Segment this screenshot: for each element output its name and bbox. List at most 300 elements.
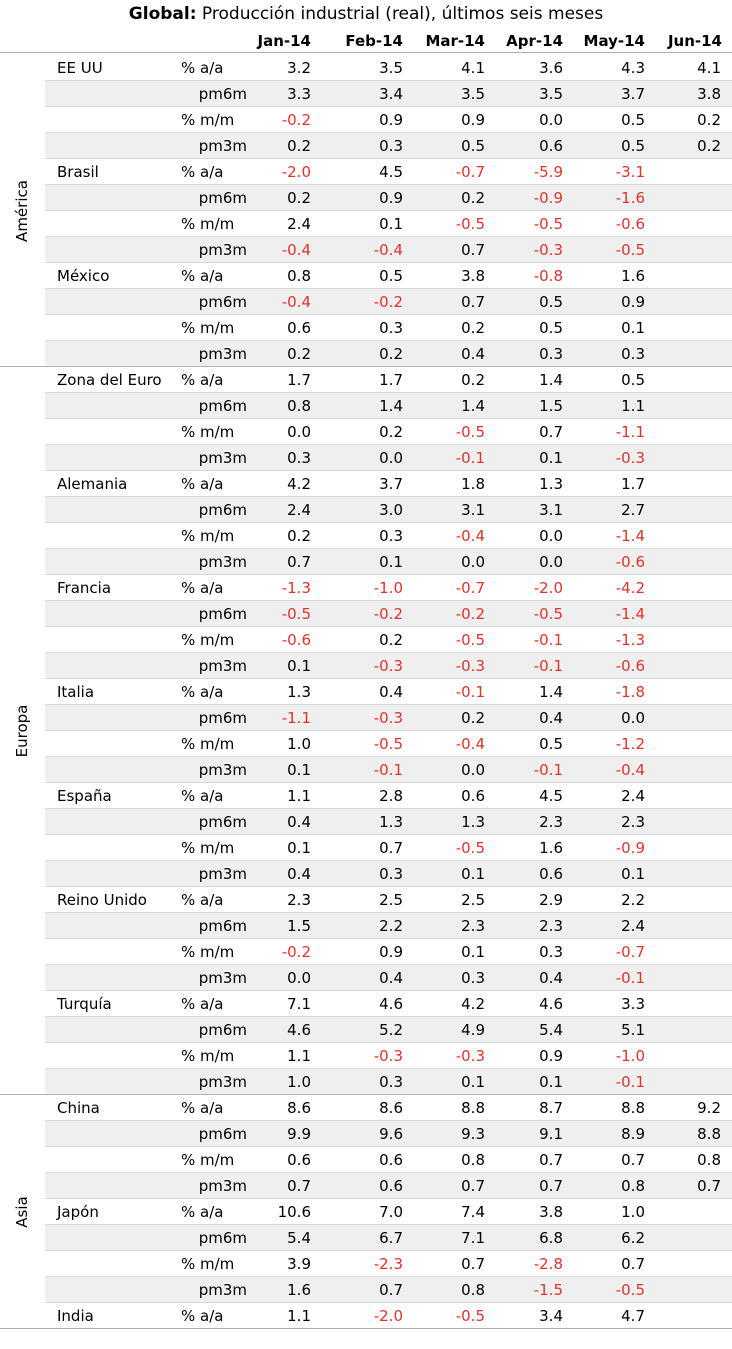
value-cell-may: 2.4: [621, 917, 645, 935]
value-cell-jan: 1.0: [287, 1073, 311, 1091]
value-cell-may: -1.2: [615, 735, 645, 753]
value-cell-apr: 0.4: [539, 709, 563, 727]
value-cell-mar: 0.2: [461, 371, 485, 389]
value-cell-feb: 7.0: [379, 1203, 403, 1221]
value-cell-jan: 1.1: [287, 787, 311, 805]
value-cell-apr: -2.8: [533, 1255, 563, 1273]
value-cell-feb: -0.3: [373, 1047, 403, 1065]
metric-label: pm3m: [198, 1177, 247, 1195]
col-header-mar: Mar-14: [425, 32, 485, 50]
value-cell-jun: 3.8: [697, 85, 721, 103]
value-cell-mar: -0.5: [455, 423, 485, 441]
value-cell-apr: 4.5: [539, 787, 563, 805]
country-label: Japón: [57, 1203, 99, 1221]
value-cell-mar: 1.4: [461, 397, 485, 415]
value-cell-mar: 3.1: [461, 501, 485, 519]
metric-label: % m/m: [181, 735, 235, 753]
value-cell-apr: 3.6: [539, 59, 563, 77]
value-cell-mar: 4.9: [461, 1021, 485, 1039]
value-cell-apr: 2.9: [539, 891, 563, 909]
value-cell-apr: 0.0: [539, 111, 563, 129]
value-cell-may: -0.6: [615, 657, 645, 675]
metric-label: % a/a: [181, 163, 224, 181]
region-name: América: [13, 180, 31, 242]
value-cell-apr: 0.3: [539, 943, 563, 961]
value-cell-feb: -0.2: [373, 293, 403, 311]
value-cell-feb: 4.5: [379, 163, 403, 181]
value-cell-may: -0.5: [615, 241, 645, 259]
value-cell-apr: -0.5: [533, 605, 563, 623]
value-cell-may: -0.6: [615, 215, 645, 233]
value-cell-jun: 0.8: [697, 1151, 721, 1169]
region-name: Asia: [13, 1196, 31, 1228]
value-cell-feb: 0.3: [379, 137, 403, 155]
value-cell-mar: 0.0: [461, 761, 485, 779]
value-cell-feb: 0.9: [379, 189, 403, 207]
value-cell-apr: 2.3: [539, 813, 563, 831]
value-cell-jun: 4.1: [697, 59, 721, 77]
value-cell-mar: 0.8: [461, 1281, 485, 1299]
value-cell-jan: -0.2: [281, 111, 311, 129]
value-cell-may: 0.9: [621, 293, 645, 311]
value-cell-may: 0.1: [621, 865, 645, 883]
value-cell-may: -1.4: [615, 605, 645, 623]
value-cell-may: -1.1: [615, 423, 645, 441]
metric-label: % a/a: [181, 1099, 224, 1117]
value-cell-mar: 0.7: [461, 293, 485, 311]
value-cell-mar: -0.3: [455, 657, 485, 675]
value-cell-feb: -1.0: [373, 579, 403, 597]
value-cell-may: 1.1: [621, 397, 645, 415]
value-cell-apr: 0.1: [539, 449, 563, 467]
value-cell-mar: 3.5: [461, 85, 485, 103]
value-cell-jan: 0.4: [287, 813, 311, 831]
value-cell-feb: 0.5: [379, 267, 403, 285]
value-cell-mar: 4.1: [461, 59, 485, 77]
value-cell-may: 0.0: [621, 709, 645, 727]
value-cell-mar: -0.2: [455, 605, 485, 623]
value-cell-feb: 1.3: [379, 813, 403, 831]
col-header-may: May-14: [583, 32, 645, 50]
value-cell-apr: 0.5: [539, 293, 563, 311]
value-cell-apr: 0.0: [539, 527, 563, 545]
value-cell-feb: 0.2: [379, 631, 403, 649]
value-cell-jan: 1.3: [287, 683, 311, 701]
value-cell-mar: -0.4: [455, 735, 485, 753]
value-cell-may: 0.5: [621, 137, 645, 155]
value-cell-feb: 3.4: [379, 85, 403, 103]
value-cell-mar: 0.2: [461, 709, 485, 727]
metric-label: % m/m: [181, 1255, 235, 1273]
metric-label: % a/a: [181, 267, 224, 285]
value-cell-may: -1.0: [615, 1047, 645, 1065]
value-cell-jan: -0.4: [281, 241, 311, 259]
value-cell-apr: 0.6: [539, 865, 563, 883]
metric-label: pm3m: [198, 1281, 247, 1299]
table-title: [0, 3, 732, 25]
value-cell-may: -0.5: [615, 1281, 645, 1299]
value-cell-feb: 0.0: [379, 449, 403, 467]
value-cell-may: -0.9: [615, 839, 645, 857]
metric-label: % a/a: [181, 683, 224, 701]
value-cell-apr: 1.4: [539, 683, 563, 701]
value-cell-mar: 0.1: [461, 1073, 485, 1091]
value-cell-jan: 8.6: [287, 1099, 311, 1117]
metric-label: pm6m: [198, 605, 247, 623]
value-cell-mar: 0.4: [461, 345, 485, 363]
value-cell-jan: 10.6: [277, 1203, 311, 1221]
value-cell-feb: 8.6: [379, 1099, 403, 1117]
metric-label: pm3m: [198, 449, 247, 467]
value-cell-apr: 0.5: [539, 319, 563, 337]
region-divider: [0, 1328, 732, 1329]
value-cell-may: 2.4: [621, 787, 645, 805]
value-cell-feb: 0.6: [379, 1151, 403, 1169]
value-cell-jan: 0.0: [287, 969, 311, 987]
metric-label: % a/a: [181, 1203, 224, 1221]
value-cell-jan: -2.0: [281, 163, 311, 181]
value-cell-jan: 0.7: [287, 553, 311, 571]
value-cell-apr: -2.0: [533, 579, 563, 597]
value-cell-jan: 5.4: [287, 1229, 311, 1247]
value-cell-feb: -0.3: [373, 657, 403, 675]
title-rest: Producción industrial (real), últimos seis meses: [196, 4, 604, 24]
value-cell-mar: 2.3: [461, 917, 485, 935]
value-cell-may: -1.6: [615, 189, 645, 207]
value-cell-may: 1.6: [621, 267, 645, 285]
country-label: Francia: [57, 579, 112, 597]
metric-label: pm6m: [198, 189, 247, 207]
metric-label: pm3m: [198, 241, 247, 259]
value-cell-may: 0.7: [621, 1151, 645, 1169]
value-cell-may: 2.7: [621, 501, 645, 519]
value-cell-feb: 4.6: [379, 995, 403, 1013]
value-cell-mar: 0.9: [461, 111, 485, 129]
country-label: India: [57, 1307, 94, 1325]
value-cell-feb: -0.1: [373, 761, 403, 779]
value-cell-may: 1.7: [621, 475, 645, 493]
metric-label: pm3m: [198, 345, 247, 363]
value-cell-jan: 4.6: [287, 1021, 311, 1039]
metric-label: pm6m: [198, 85, 247, 103]
value-cell-jan: 0.2: [287, 137, 311, 155]
value-cell-feb: -0.2: [373, 605, 403, 623]
value-cell-may: -0.1: [615, 969, 645, 987]
value-cell-jun: 0.7: [697, 1177, 721, 1195]
value-cell-jan: 7.1: [287, 995, 311, 1013]
value-cell-mar: -0.5: [455, 631, 485, 649]
value-cell-mar: 0.1: [461, 943, 485, 961]
value-cell-jan: 9.9: [287, 1125, 311, 1143]
value-cell-may: -1.3: [615, 631, 645, 649]
value-cell-jan: 3.2: [287, 59, 311, 77]
value-cell-may: 4.7: [621, 1307, 645, 1325]
value-cell-apr: 5.4: [539, 1021, 563, 1039]
value-cell-feb: 1.4: [379, 397, 403, 415]
value-cell-apr: 0.6: [539, 137, 563, 155]
value-cell-feb: 2.2: [379, 917, 403, 935]
value-cell-feb: 0.6: [379, 1177, 403, 1195]
value-cell-mar: 0.3: [461, 969, 485, 987]
value-cell-jun: 0.2: [697, 111, 721, 129]
value-cell-mar: 0.8: [461, 1151, 485, 1169]
metric-label: pm6m: [198, 293, 247, 311]
value-cell-may: -1.8: [615, 683, 645, 701]
value-cell-may: 8.8: [621, 1099, 645, 1117]
value-cell-mar: 4.2: [461, 995, 485, 1013]
col-header-apr: Apr-14: [506, 32, 563, 50]
value-cell-may: -0.7: [615, 943, 645, 961]
value-cell-jan: -0.6: [281, 631, 311, 649]
value-cell-mar: -0.1: [455, 449, 485, 467]
value-cell-may: -1.4: [615, 527, 645, 545]
value-cell-feb: 0.7: [379, 839, 403, 857]
value-cell-mar: 1.8: [461, 475, 485, 493]
value-cell-mar: 0.6: [461, 787, 485, 805]
value-cell-mar: 0.1: [461, 865, 485, 883]
value-cell-feb: 0.1: [379, 215, 403, 233]
value-cell-apr: -0.3: [533, 241, 563, 259]
value-cell-feb: 2.5: [379, 891, 403, 909]
value-cell-feb: -2.0: [373, 1307, 403, 1325]
value-cell-jan: 0.8: [287, 267, 311, 285]
metric-label: % m/m: [181, 319, 235, 337]
value-cell-mar: -0.5: [455, 215, 485, 233]
value-cell-mar: -0.4: [455, 527, 485, 545]
value-cell-feb: 0.1: [379, 553, 403, 571]
value-cell-jan: 3.9: [287, 1255, 311, 1273]
value-cell-may: 4.3: [621, 59, 645, 77]
value-cell-apr: 1.5: [539, 397, 563, 415]
value-cell-apr: 1.4: [539, 371, 563, 389]
value-cell-feb: 0.3: [379, 527, 403, 545]
value-cell-mar: -0.5: [455, 1307, 485, 1325]
value-cell-jan: -0.4: [281, 293, 311, 311]
value-cell-jan: -1.1: [281, 709, 311, 727]
region-label: [0, 367, 44, 1095]
metric-label: % a/a: [181, 995, 224, 1013]
value-cell-mar: -0.7: [455, 163, 485, 181]
metric-label: % m/m: [181, 215, 235, 233]
value-cell-feb: 0.9: [379, 111, 403, 129]
value-cell-jan: 0.6: [287, 319, 311, 337]
value-cell-mar: -0.3: [455, 1047, 485, 1065]
value-cell-may: -0.4: [615, 761, 645, 779]
value-cell-apr: 8.7: [539, 1099, 563, 1117]
metric-label: pm6m: [198, 501, 247, 519]
value-cell-jun: 0.2: [697, 137, 721, 155]
value-cell-jan: 2.4: [287, 215, 311, 233]
value-cell-feb: -0.3: [373, 709, 403, 727]
value-cell-may: -0.3: [615, 449, 645, 467]
value-cell-may: 2.3: [621, 813, 645, 831]
value-cell-jan: 2.3: [287, 891, 311, 909]
country-label: España: [57, 787, 112, 805]
value-cell-apr: 3.1: [539, 501, 563, 519]
metric-label: pm6m: [198, 1229, 247, 1247]
value-cell-apr: 0.1: [539, 1073, 563, 1091]
value-cell-mar: 0.7: [461, 1255, 485, 1273]
value-cell-feb: 0.3: [379, 1073, 403, 1091]
value-cell-mar: -0.1: [455, 683, 485, 701]
metric-label: % a/a: [181, 787, 224, 805]
value-cell-apr: 1.6: [539, 839, 563, 857]
value-cell-jan: -1.3: [281, 579, 311, 597]
metric-label: % m/m: [181, 111, 235, 129]
country-label: México: [57, 267, 110, 285]
value-cell-may: 6.2: [621, 1229, 645, 1247]
country-label: Alemania: [57, 475, 128, 493]
value-cell-may: -0.6: [615, 553, 645, 571]
value-cell-apr: 0.7: [539, 423, 563, 441]
value-cell-jan: 0.2: [287, 527, 311, 545]
value-cell-may: 0.5: [621, 371, 645, 389]
country-label: Zona del Euro: [57, 371, 162, 389]
value-cell-apr: 4.6: [539, 995, 563, 1013]
value-cell-may: 0.7: [621, 1255, 645, 1273]
value-cell-feb: 0.3: [379, 865, 403, 883]
region-label: [0, 1095, 44, 1329]
header-rule: [0, 52, 732, 53]
country-label: Turquía: [57, 995, 112, 1013]
value-cell-mar: 0.2: [461, 189, 485, 207]
value-cell-jan: 0.6: [287, 1151, 311, 1169]
metric-label: % a/a: [181, 1307, 224, 1325]
value-cell-apr: 0.4: [539, 969, 563, 987]
value-cell-feb: 6.7: [379, 1229, 403, 1247]
metric-label: pm6m: [198, 813, 247, 831]
metric-label: pm3m: [198, 657, 247, 675]
value-cell-feb: 0.7: [379, 1281, 403, 1299]
value-cell-jan: 0.2: [287, 189, 311, 207]
value-cell-apr: 9.1: [539, 1125, 563, 1143]
value-cell-may: 0.3: [621, 345, 645, 363]
value-cell-mar: -0.7: [455, 579, 485, 597]
value-cell-feb: 0.2: [379, 423, 403, 441]
value-cell-feb: 1.7: [379, 371, 403, 389]
value-cell-mar: 1.3: [461, 813, 485, 831]
value-cell-feb: -0.4: [373, 241, 403, 259]
value-cell-jan: 0.2: [287, 345, 311, 363]
col-header-jun: Jun-14: [667, 32, 722, 50]
value-cell-mar: 0.7: [461, 1177, 485, 1195]
value-cell-apr: -0.1: [533, 657, 563, 675]
value-cell-jan: 1.1: [287, 1047, 311, 1065]
metric-label: % a/a: [181, 579, 224, 597]
region-name: Europa: [13, 704, 31, 758]
value-cell-feb: 0.9: [379, 943, 403, 961]
value-cell-apr: -0.1: [533, 631, 563, 649]
value-cell-may: -4.2: [615, 579, 645, 597]
country-label: Brasil: [57, 163, 99, 181]
value-cell-jan: 0.4: [287, 865, 311, 883]
metric-label: % m/m: [181, 423, 235, 441]
value-cell-apr: -5.9: [533, 163, 563, 181]
value-cell-jan: 1.1: [287, 1307, 311, 1325]
value-cell-apr: 0.3: [539, 345, 563, 363]
value-cell-apr: -0.9: [533, 189, 563, 207]
value-cell-mar: -0.5: [455, 839, 485, 857]
metric-label: pm6m: [198, 917, 247, 935]
value-cell-jan: 0.1: [287, 839, 311, 857]
metric-label: pm3m: [198, 761, 247, 779]
value-cell-may: 1.0: [621, 1203, 645, 1221]
value-cell-may: 0.1: [621, 319, 645, 337]
value-cell-mar: 0.7: [461, 241, 485, 259]
country-label: Italia: [57, 683, 95, 701]
value-cell-feb: 3.5: [379, 59, 403, 77]
value-cell-mar: 3.8: [461, 267, 485, 285]
value-cell-jan: 1.6: [287, 1281, 311, 1299]
value-cell-may: 3.3: [621, 995, 645, 1013]
value-cell-feb: 2.8: [379, 787, 403, 805]
value-cell-jan: 1.5: [287, 917, 311, 935]
value-cell-feb: 3.0: [379, 501, 403, 519]
metric-label: % a/a: [181, 59, 224, 77]
value-cell-jan: 1.0: [287, 735, 311, 753]
metric-label: % a/a: [181, 371, 224, 389]
value-cell-jan: 4.2: [287, 475, 311, 493]
value-cell-apr: 1.3: [539, 475, 563, 493]
value-cell-apr: 6.8: [539, 1229, 563, 1247]
title-bold: Global:: [128, 4, 197, 24]
metric-label: pm6m: [198, 1125, 247, 1143]
value-cell-may: 3.7: [621, 85, 645, 103]
metric-label: pm6m: [198, 397, 247, 415]
value-cell-mar: 0.0: [461, 553, 485, 571]
metric-label: pm3m: [198, 969, 247, 987]
metric-label: % a/a: [181, 891, 224, 909]
country-label: China: [57, 1099, 100, 1117]
col-header-feb: Feb-14: [345, 32, 403, 50]
value-cell-apr: 3.4: [539, 1307, 563, 1325]
country-label: Reino Unido: [57, 891, 147, 909]
value-cell-jan: -0.2: [281, 943, 311, 961]
value-cell-jun: 8.8: [697, 1125, 721, 1143]
value-cell-apr: -0.1: [533, 761, 563, 779]
country-label: EE UU: [57, 59, 103, 77]
metric-label: % m/m: [181, 631, 235, 649]
value-cell-mar: 7.1: [461, 1229, 485, 1247]
value-cell-jan: 0.3: [287, 449, 311, 467]
value-cell-feb: -0.5: [373, 735, 403, 753]
value-cell-apr: -1.5: [533, 1281, 563, 1299]
metric-label: pm3m: [198, 1073, 247, 1091]
value-cell-jan: 2.4: [287, 501, 311, 519]
value-cell-feb: -2.3: [373, 1255, 403, 1273]
metric-label: % m/m: [181, 1151, 235, 1169]
metric-label: pm6m: [198, 709, 247, 727]
metric-label: % m/m: [181, 527, 235, 545]
value-cell-may: 2.2: [621, 891, 645, 909]
region-label: [0, 55, 44, 367]
value-cell-apr: -0.8: [533, 267, 563, 285]
value-cell-feb: 0.2: [379, 345, 403, 363]
value-cell-may: 5.1: [621, 1021, 645, 1039]
value-cell-feb: 5.2: [379, 1021, 403, 1039]
value-cell-feb: 9.6: [379, 1125, 403, 1143]
value-cell-jan: 0.7: [287, 1177, 311, 1195]
value-cell-feb: 0.4: [379, 969, 403, 987]
value-cell-mar: 9.3: [461, 1125, 485, 1143]
value-cell-mar: 8.8: [461, 1099, 485, 1117]
value-cell-jan: 0.8: [287, 397, 311, 415]
value-cell-may: 0.8: [621, 1177, 645, 1195]
metric-label: % m/m: [181, 839, 235, 857]
value-cell-mar: 2.5: [461, 891, 485, 909]
value-cell-feb: 0.4: [379, 683, 403, 701]
metric-label: pm3m: [198, 865, 247, 883]
